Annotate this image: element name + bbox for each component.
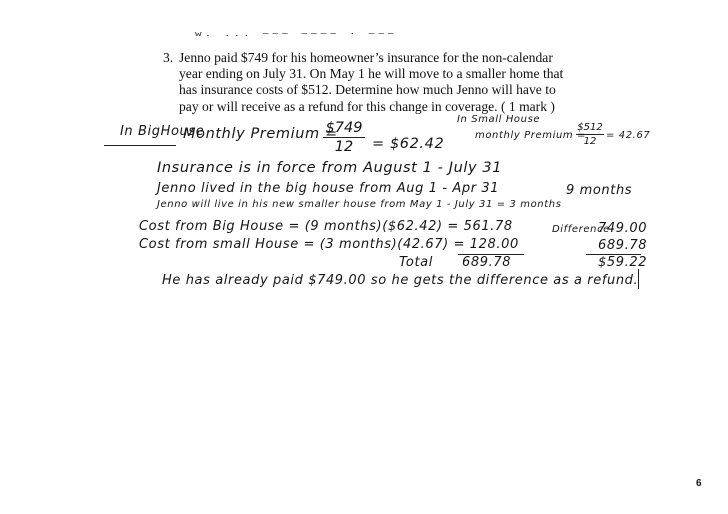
small-house-period-line: Jenno will live in his new smaller house from May 1 - July 31 = 3 months <box>157 199 562 210</box>
big-denominator: 12 <box>334 139 354 155</box>
cost-big-house-line: Cost from Big House = (9 months)($62.42) = 561.78 <box>139 219 513 234</box>
big-house-period-line: Jenno lived in the big house from Aug 1 - Apr 31 <box>157 181 500 196</box>
fraction-bar <box>323 137 365 138</box>
small-premium-fraction <box>576 122 604 147</box>
small-premium-result: = 42.67 <box>606 130 651 141</box>
fraction-bar <box>576 134 604 135</box>
big-house-label: In BigHouse <box>120 124 205 139</box>
small-denominator: 12 <box>583 136 597 147</box>
small-house-label: In Small House <box>457 114 541 125</box>
cost-small-house-line: Cost from small House = (3 months)(42.67) = 128.00 <box>139 237 519 252</box>
big-house-underline <box>104 145 176 146</box>
question-number: 3. <box>163 50 174 65</box>
cropped-previous-line: w. ... ~~~ ~~~~ · ~~~ <box>195 30 398 38</box>
difference-result: $59.22 <box>598 255 648 270</box>
question-line: has insurance costs of $512. Determine how much Jenno will have to <box>179 82 556 98</box>
difference-subtrahend: 689.78 <box>598 238 648 253</box>
nine-months-note: 9 months <box>566 183 633 198</box>
coverage-period-line: Insurance is in force from August 1 - July 31 <box>157 160 503 176</box>
small-monthly-premium-label: monthly Premium = <box>475 130 586 141</box>
total-label: Total <box>399 255 433 270</box>
question-text <box>163 50 583 115</box>
big-premium-result: = $62.42 <box>372 136 445 152</box>
monthly-premium-label: Monthly Premium = <box>183 126 338 142</box>
question-line: year ending on July 31. On May 1 he will move to a smaller home that <box>179 66 564 82</box>
question-line: pay or will receive as a refund for this change in coverage. ( 1 mark ) <box>179 98 555 114</box>
conclusion-line: He has already paid $749.00 so he gets the difference as a refund. <box>162 273 639 288</box>
question-line: 3. Jenno paid $749 for his homeowner’s insurance for the non-calendar <box>163 50 553 65</box>
big-premium-fraction <box>323 120 365 155</box>
big-numerator: $749 <box>325 120 363 136</box>
difference-minuend: 749.00 <box>598 221 648 236</box>
margin-mark <box>638 269 639 289</box>
page-number: 6 <box>696 478 702 489</box>
total-value: 689.78 <box>462 255 512 270</box>
small-numerator: $512 <box>577 122 603 133</box>
difference-label: Difference <box>552 224 610 235</box>
